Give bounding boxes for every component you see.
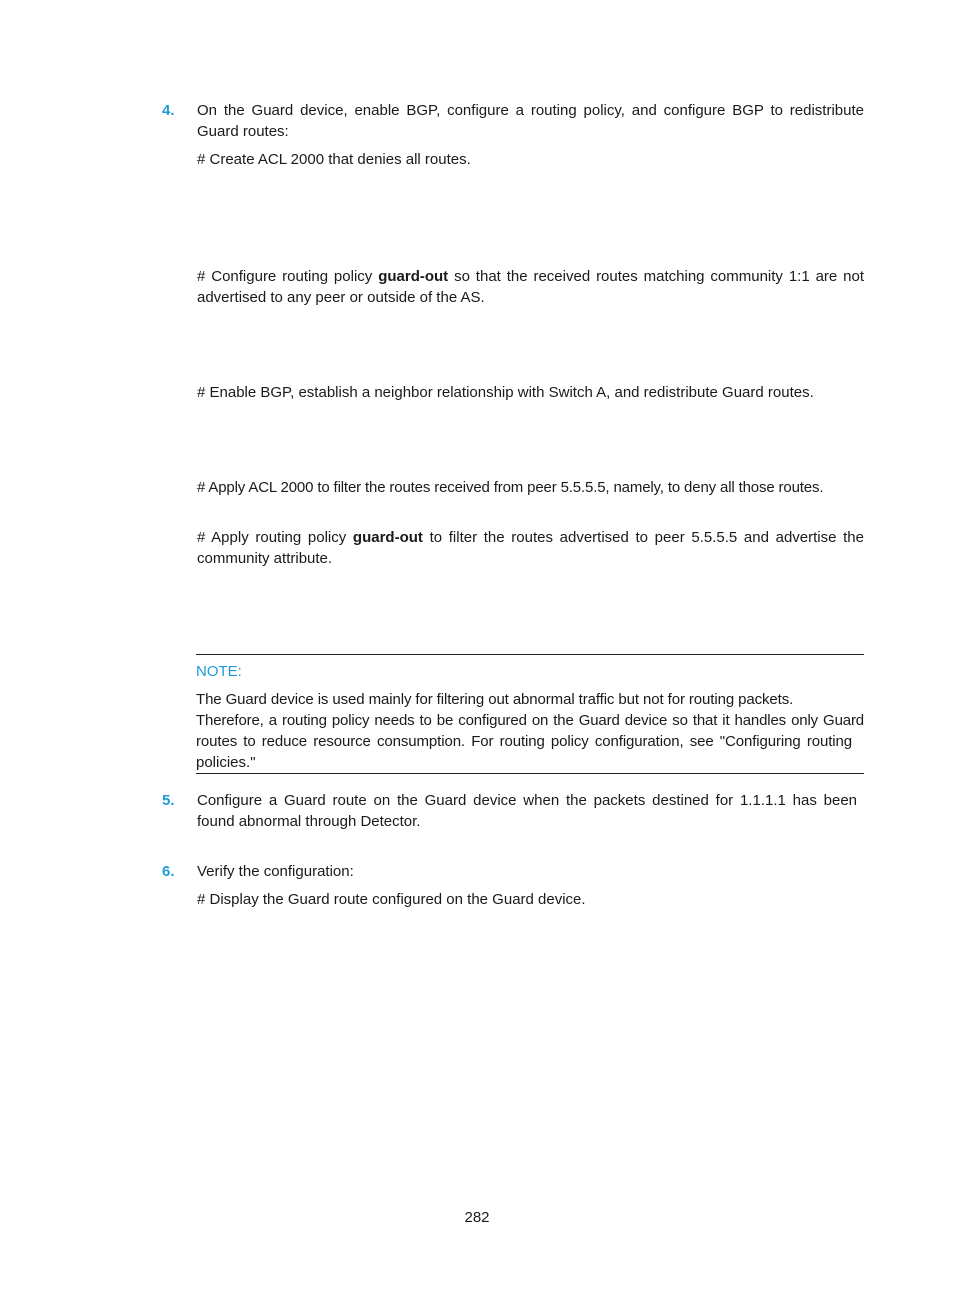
- comment-configure-policy-line-2: advertised to any peer or outside of the AS.: [197, 289, 485, 306]
- note-text-line-1: The Guard device is used mainly for filtering out abnormal traffic but not for routing packets.: [196, 691, 794, 708]
- keyword-guard-out-2: guard-out: [352, 529, 423, 546]
- comment-configure-policy-line-1: # Configure routing policy guard-out so that the received routes matching community 1:1 are not: [197, 268, 864, 285]
- step-5-text-line-2: found abnormal through Detector.: [197, 813, 421, 830]
- step-6-text: Verify the configuration:: [197, 863, 354, 880]
- step-4-number: 4.: [162, 102, 175, 119]
- comment-display-guard-route: # Display the Guard route configured on the Guard device.: [197, 891, 586, 908]
- note-text-line-2: Therefore, a routing policy needs to be configured on the Guard device so that it handles only Guard: [196, 712, 864, 729]
- step-6-number: 6.: [162, 863, 175, 880]
- note-bottom-rule: [196, 773, 864, 774]
- note-text-line-3: routes to reduce resource consumption. For routing policy configuration, see "Configuring routing: [196, 733, 852, 750]
- note-top-rule: [196, 654, 864, 655]
- note-text-line-4: policies.": [196, 754, 256, 771]
- step-5-text-line-1: Configure a Guard route on the Guard device when the packets destined for 1.1.1.1 has been: [197, 792, 857, 809]
- comment-create-acl: # Create ACL 2000 that denies all routes.: [197, 151, 471, 168]
- comment-enable-bgp: # Enable BGP, establish a neighbor relationship with Switch A, and redistribute Guard routes.: [197, 384, 814, 401]
- comment-apply-policy-line-2: community attribute.: [197, 550, 333, 567]
- step-5-number: 5.: [162, 792, 175, 809]
- comment-apply-acl: # Apply ACL 2000 to filter the routes received from peer 5.5.5.5, namely, to deny all those routes.: [197, 479, 824, 496]
- page-number: 282: [464, 1209, 490, 1226]
- keyword-guard-out: guard-out: [378, 268, 449, 285]
- step-4-text-line-2: Guard routes:: [197, 123, 289, 140]
- note-label: NOTE:: [196, 663, 242, 680]
- comment-apply-policy-line-1: # Apply routing policy guard-out to filter the routes advertised to peer 5.5.5.5 and advertise the: [197, 529, 864, 546]
- step-4-text-line-1: On the Guard device, enable BGP, configure a routing policy, and configure BGP to redistribute: [197, 102, 864, 119]
